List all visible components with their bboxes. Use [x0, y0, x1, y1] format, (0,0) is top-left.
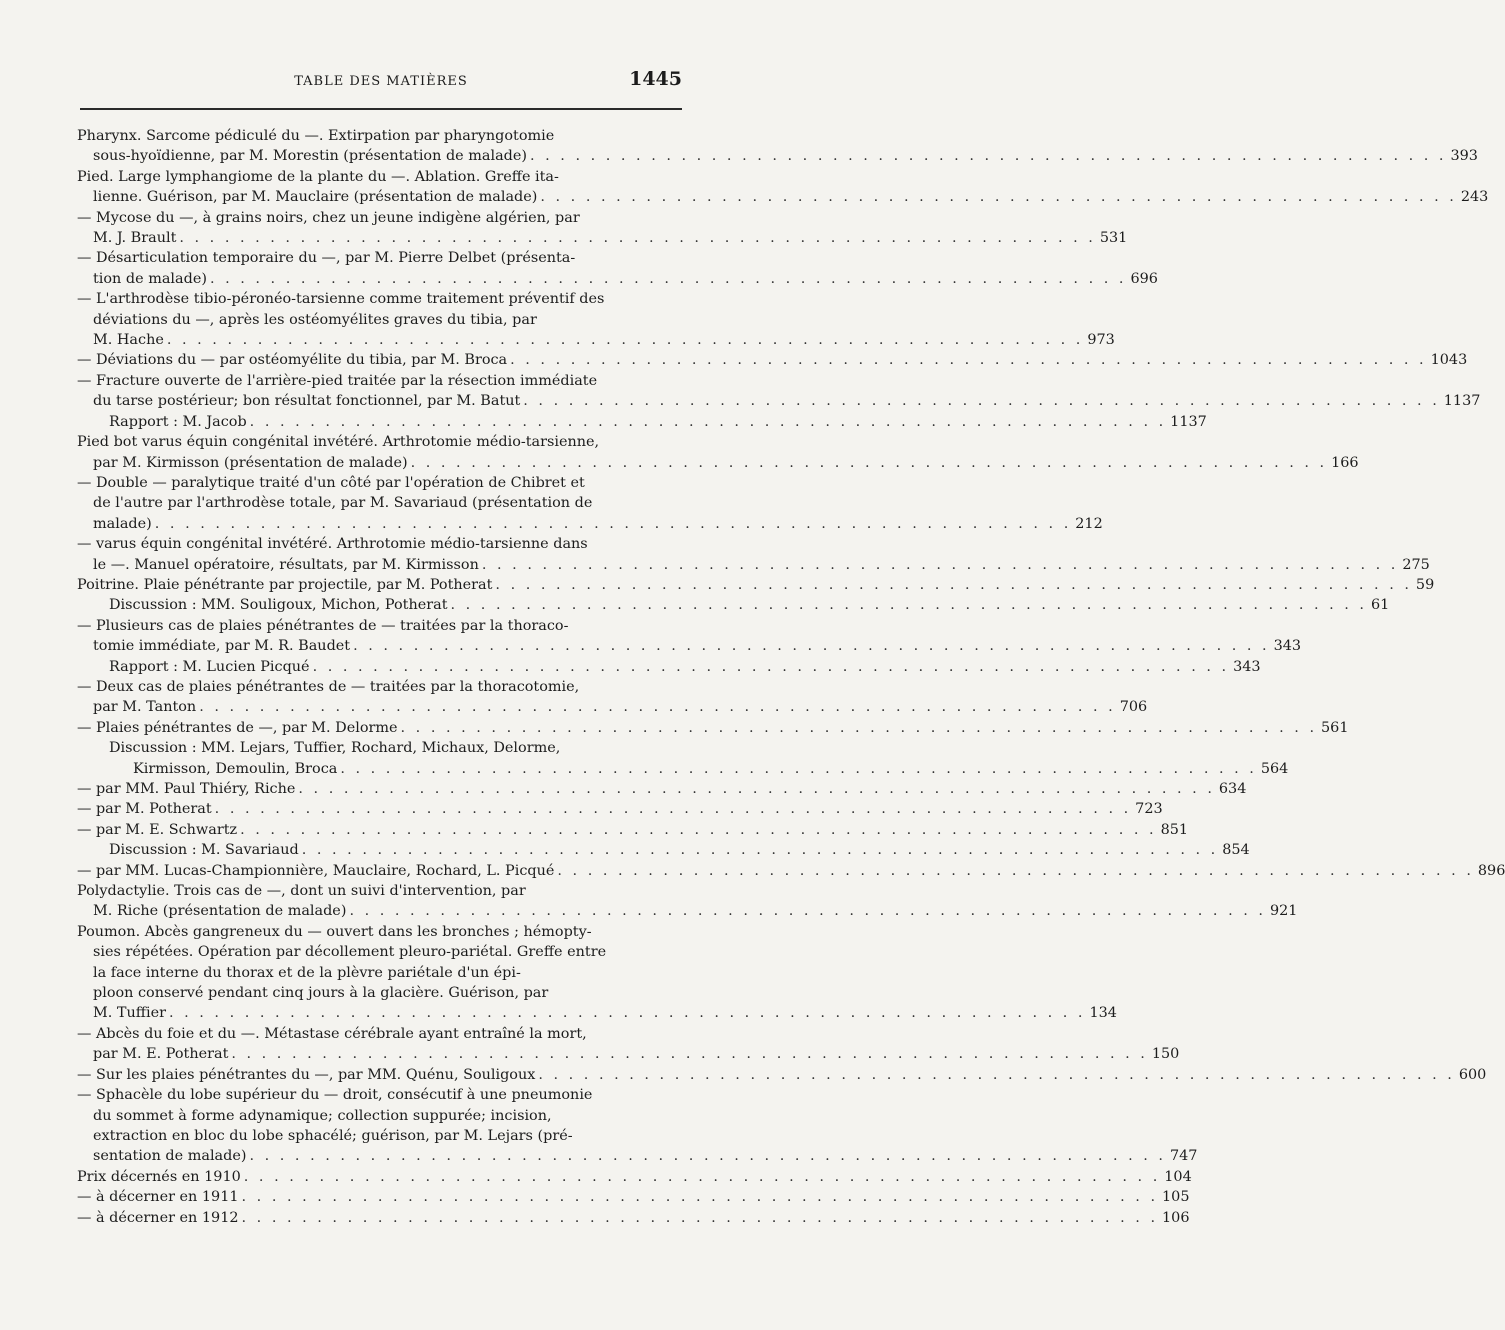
index-entry: [77, 779, 1247, 799]
entry-line: par M. Tanton: [93, 699, 197, 716]
entry-line: Kirmisson, Demoulin, Broca: [133, 760, 338, 777]
entry-line: Pied. Large lymphangiome de la plante du —. Ablation. Greffe ita-: [77, 168, 559, 185]
entry-line: du tarse postérieur; bon résultat fonctionnel, par M. Batut: [93, 393, 521, 410]
page-ref: 706: [1119, 699, 1148, 716]
index-entry: [77, 289, 1115, 350]
entry-line: sies répétées. Opération par décollement pleuro-pariétal. Greffe entre: [93, 944, 607, 961]
page-ref: 896: [1477, 862, 1505, 879]
leader-dots: . . . . . . . . . . . . . . . . . . . . . . . . . . . . . . . . . . . . . . . . . . . . . . . . . . . . . . . . . . . . .: [353, 638, 1270, 655]
entry-line: M. J. Brault: [93, 230, 177, 247]
page-ref: 1043: [1430, 352, 1468, 369]
leader-dots: . . . . . . . . . . . . . . . . . . . . . . . . . . . . . . . . . . . . . . . . . . . . . . . . . . . . . . . . . . . . .: [557, 862, 1474, 879]
entry-line: — Désarticulation temporaire du —, par M. Pierre Delbet (présenta-: [77, 250, 576, 267]
page-ref: 166: [1331, 454, 1359, 471]
page-ref: 696: [1130, 270, 1158, 287]
entry-line: du sommet à forme adynamique; collection suppurée; incision,: [93, 1107, 552, 1124]
leader-dots: . . . . . . . . . . . . . . . . . . . . . . . . . . . . . . . . . . . . . . . . . . . . . . . . . . . . . . . . . . . . .: [349, 903, 1266, 920]
header-rule: [80, 108, 682, 110]
index-entry: [77, 126, 1478, 167]
page-ref: 531: [1099, 230, 1128, 247]
leader-dots: . . . . . . . . . . . . . . . . . . . . . . . . . . . . . . . . . . . . . . . . . . . . . . . . . . . . . . . . . . . . .: [240, 821, 1157, 838]
leader-dots: . . . . . . . . . . . . . . . . . . . . . . . . . . . . . . . . . . . . . . . . . . . . . . . . . . . . . . . . . . . . .: [530, 148, 1447, 165]
entry-line: — Sphacèle du lobe supérieur du — droit, consécutif à une pneumonie: [77, 1087, 593, 1104]
index-entry: [77, 840, 1250, 860]
page-ref: 1137: [1443, 393, 1481, 410]
entry-line: Pied bot varus équin congénital invétéré. Arthrotomie médio-tarsienne,: [77, 434, 600, 451]
index-entry: [77, 473, 1103, 534]
index-entry: [77, 1167, 1192, 1187]
page-ref: 854: [1222, 842, 1250, 859]
page-ref: 243: [1460, 189, 1489, 206]
leader-dots: . . . . . . . . . . . . . . . . . . . . . . . . . . . . . . . . . . . . . . . . . . . . . . . . . . . . . . . . . . . . .: [166, 332, 1084, 349]
leader-dots: . . . . . . . . . . . . . . . . . . . . . . . . . . . . . . . . . . . . . . . . . . . . . . . . . . . . . . . . . . . . .: [249, 413, 1167, 430]
leader-dots: . . . . . . . . . . . . . . . . . . . . . . . . . . . . . . . . . . . . . . . . . . . . . . . . . . . . . . . . . . . . .: [495, 576, 1412, 593]
index-entry: [77, 1187, 1190, 1207]
entry-line: — par M. E. Schwartz: [77, 821, 238, 838]
entry-line: Rapport : M. Lucien Picqué: [109, 658, 310, 675]
entry-line: — à décerner en 1912: [77, 1209, 239, 1226]
page-ref: 343: [1233, 658, 1261, 675]
leader-dots: . . . . . . . . . . . . . . . . . . . . . . . . . . . . . . . . . . . . . . . . . . . . . . . . . . . . . . . . . . . . .: [410, 454, 1328, 471]
leader-dots: . . . . . . . . . . . . . . . . . . . . . . . . . . . . . . . . . . . . . . . . . . . . . . . . . . . . . . . . . . . . .: [400, 719, 1318, 736]
index-entry: [77, 718, 1349, 738]
entry-line: sentation de malade): [93, 1148, 247, 1165]
entry-line: — par M. Potherat: [77, 801, 212, 818]
leader-dots: . . . . . . . . . . . . . . . . . . . . . . . . . . . . . . . . . . . . . . . . . . . . . . . . . . . . . . . . . . . . .: [301, 842, 1219, 859]
leader-dots: . . . . . . . . . . . . . . . . . . . . . . . . . . . . . . . . . . . . . . . . . . . . . . . . . . . . . . . . . . . . .: [540, 189, 1457, 206]
page-ref: 561: [1321, 719, 1349, 736]
leader-dots: . . . . . . . . . . . . . . . . . . . . . . . . . . . . . . . . . . . . . . . . . . . . . . . . . . . . . . . . . . . . .: [523, 393, 1440, 410]
leader-dots: . . . . . . . . . . . . . . . . . . . . . . . . . . . . . . . . . . . . . . . . . . . . . . . . . . . . . . . . . . . . .: [538, 1066, 1455, 1083]
entry-line: Rapport : M. Jacob: [109, 413, 247, 430]
leader-dots: . . . . . . . . . . . . . . . . . . . . . . . . . . . . . . . . . . . . . . . . . . . . . . . . . . . . . . . . . . . . .: [340, 760, 1257, 777]
entry-line: — Double — paralytique traité d'un côté par l'opération de Chibret et: [77, 474, 585, 491]
index-entry: [77, 1085, 1198, 1167]
entry-line: — Déviations du — par ostéomyélite du tibia, par M. Broca: [77, 352, 508, 369]
entry-line: — par MM. Paul Thiéry, Riche: [77, 781, 296, 797]
page-ref: 747: [1169, 1148, 1198, 1165]
entry-line: — par MM. Lucas-Championnière, Mauclaire, Rochard, L. Picqué: [77, 862, 555, 879]
entry-line: déviations du —, après les ostéomyélites graves du tibia, par: [93, 311, 537, 328]
page-ref: 1137: [1170, 413, 1207, 430]
entry-line: le —. Manuel opératoire, résultats, par M. Kirmisson: [93, 556, 479, 573]
entry-line: — Mycose du —, à grains noirs, chez un jeune indigène algérien, par: [77, 209, 580, 226]
page-ref: 600: [1458, 1066, 1487, 1083]
page-ref: 723: [1135, 801, 1163, 818]
page-ref: 212: [1075, 515, 1103, 532]
index-entry: [77, 1065, 1487, 1085]
page-ref: 634: [1218, 781, 1247, 797]
page-ref: 134: [1089, 1005, 1117, 1022]
entry-line: Poitrine. Plaie pénétrante par projectile, par M. Potherat: [77, 576, 493, 593]
entry-line: — Fracture ouverte de l'arrière-pied traitée par la résection immédiate: [77, 372, 598, 389]
index-entry: [77, 881, 1298, 922]
leader-dots: . . . . . . . . . . . . . . . . . . . . . . . . . . . . . . . . . . . . . . . . . . . . . . . . . . . . . . . . . . . . .: [179, 230, 1096, 247]
page-ref: 343: [1273, 638, 1302, 655]
index-entry: [77, 534, 1430, 575]
entry-line: malade): [93, 515, 152, 532]
leader-dots: . . . . . . . . . . . . . . . . . . . . . . . . . . . . . . . . . . . . . . . . . . . . . . . . . . . . . . . . . . . . .: [231, 1046, 1148, 1063]
page-ref: 851: [1160, 821, 1189, 838]
entry-line: M. Riche (présentation de malade): [93, 903, 347, 920]
leader-dots: . . . . . . . . . . . . . . . . . . . . . . . . . . . . . . . . . . . . . . . . . . . . . . . . . . . . . . . . . . . . .: [243, 1168, 1161, 1185]
index-entry: [77, 350, 1468, 370]
page-ref: 61: [1371, 597, 1390, 614]
page-ref: 393: [1450, 148, 1478, 165]
page-header: [80, 68, 682, 96]
index-entry: [77, 738, 1289, 779]
entry-line: par M. Kirmisson (présentation de malade): [93, 454, 408, 471]
entry-line: — varus équin congénital invétéré. Arthrotomie médio-tarsienne dans: [77, 536, 588, 553]
entry-line: par M. E. Potherat: [93, 1046, 229, 1063]
entry-line: sous-hyoïdienne, par M. Morestin (présentation de malade): [93, 148, 527, 165]
index-entry: [77, 1208, 1190, 1228]
page-ref: 104: [1164, 1168, 1192, 1185]
index-entry: [77, 432, 1359, 473]
leader-dots: . . . . . . . . . . . . . . . . . . . . . . . . . . . . . . . . . . . . . . . . . . . . . . . . . . . . . . . . . . . . .: [241, 1189, 1159, 1206]
index-entries: [77, 126, 1505, 1228]
entry-line: de l'autre par l'arthrodèse totale, par M. Savariaud (présentation de: [93, 495, 593, 512]
entry-line: Discussion : M. Savariaud: [109, 842, 299, 859]
index-entry: [77, 575, 1435, 595]
index-entry: [77, 595, 1390, 615]
index-entry: [77, 208, 1128, 249]
entry-line: — Abcès du foie et du —. Métastase cérébrale ayant entraîné la mort,: [77, 1025, 587, 1042]
index-entry: [77, 167, 1489, 208]
index-entry: [77, 861, 1505, 881]
entry-line: — L'arthrodèse tibio-péronéo-tarsienne comme traitement préventif des: [77, 291, 605, 308]
entry-line: — Sur les plaies pénétrantes du —, par MM. Quénu, Souligoux: [77, 1066, 536, 1083]
entry-line: Polydactylie. Trois cas de —, dont un suivi d'intervention, par: [77, 883, 526, 900]
page-ref: 150: [1151, 1046, 1180, 1063]
index-entry: [77, 677, 1148, 718]
page-ref: 59: [1415, 576, 1435, 593]
running-title: TABLE DES MATIÈRES: [294, 74, 468, 89]
entry-line: M. Hache: [93, 332, 164, 349]
page-number: 1445: [629, 68, 682, 90]
page-ref: 564: [1260, 760, 1289, 777]
entry-line: tomie immédiate, par M. R. Baudet: [93, 638, 351, 655]
entry-line: la face interne du thorax et de la plèvre pariétale d'un épi-: [93, 964, 521, 981]
entry-line: Discussion : MM. Souligoux, Michon, Potherat: [109, 597, 448, 614]
index-entry: [77, 799, 1163, 819]
index-entry: [77, 657, 1261, 677]
entry-line: Discussion : MM. Lejars, Tuffier, Rochard, Michaux, Delorme,: [109, 740, 561, 757]
entry-line: M. Tuffier: [93, 1005, 166, 1022]
leader-dots: . . . . . . . . . . . . . . . . . . . . . . . . . . . . . . . . . . . . . . . . . . . . . . . . . . . . . . . . . . . . .: [214, 801, 1132, 818]
index-entry: [77, 412, 1207, 432]
entry-line: Poumon. Abcès gangreneux du — ouvert dans les bronches ; hémopty-: [77, 923, 592, 940]
leader-dots: . . . . . . . . . . . . . . . . . . . . . . . . . . . . . . . . . . . . . . . . . . . . . . . . . . . . . . . . . . . . .: [249, 1148, 1166, 1165]
page-ref: 275: [1402, 556, 1430, 573]
index-entry: [77, 1024, 1180, 1065]
leader-dots: . . . . . . . . . . . . . . . . . . . . . . . . . . . . . . . . . . . . . . . . . . . . . . . . . . . . . . . . . . . . .: [154, 515, 1072, 532]
leader-dots: . . . . . . . . . . . . . . . . . . . . . . . . . . . . . . . . . . . . . . . . . . . . . . . . . . . . . . . . . . . . .: [450, 597, 1367, 614]
leader-dots: . . . . . . . . . . . . . . . . . . . . . . . . . . . . . . . . . . . . . . . . . . . . . . . . . . . . . . . . . . . . .: [312, 658, 1230, 675]
leader-dots: . . . . . . . . . . . . . . . . . . . . . . . . . . . . . . . . . . . . . . . . . . . . . . . . . . . . . . . . . . . . .: [209, 270, 1127, 287]
index-entry: [77, 248, 1158, 289]
entry-line: extraction en bloc du lobe sphacélé; guérison, par M. Lejars (pré-: [93, 1127, 573, 1144]
leader-dots: . . . . . . . . . . . . . . . . . . . . . . . . . . . . . . . . . . . . . . . . . . . . . . . . . . . . . . . . . . . . .: [481, 556, 1399, 573]
entry-line: — Plaies pénétrantes de —, par M. Delorme: [77, 719, 398, 736]
index-entry: [77, 371, 1481, 412]
index-entry: [77, 922, 1117, 1024]
entry-line: — Plusieurs cas de plaies pénétrantes de — traitées par la thoraco-: [77, 617, 569, 634]
entry-line: Pharynx. Sarcome pédiculé du —. Extirpation par pharyngotomie: [77, 128, 555, 144]
leader-dots: . . . . . . . . . . . . . . . . . . . . . . . . . . . . . . . . . . . . . . . . . . . . . . . . . . . . . . . . . . . . .: [510, 352, 1427, 369]
page-ref: 106: [1162, 1209, 1190, 1226]
index-entry: [77, 820, 1189, 840]
leader-dots: . . . . . . . . . . . . . . . . . . . . . . . . . . . . . . . . . . . . . . . . . . . . . . . . . . . . . . . . . . . . .: [298, 781, 1215, 797]
page-ref: 973: [1087, 332, 1115, 349]
page-ref: 921: [1269, 903, 1298, 920]
entry-line: lienne. Guérison, par M. Mauclaire (présentation de malade): [93, 189, 538, 206]
leader-dots: . . . . . . . . . . . . . . . . . . . . . . . . . . . . . . . . . . . . . . . . . . . . . . . . . . . . . . . . . . . . .: [199, 699, 1116, 716]
entry-line: tion de malade): [93, 270, 207, 287]
page-ref: 105: [1162, 1189, 1190, 1206]
leader-dots: . . . . . . . . . . . . . . . . . . . . . . . . . . . . . . . . . . . . . . . . . . . . . . . . . . . . . . . . . . . . .: [241, 1209, 1159, 1226]
index-entry: [77, 616, 1302, 657]
entry-line: — Deux cas de plaies pénétrantes de — traitées par la thoracotomie,: [77, 678, 580, 695]
leader-dots: . . . . . . . . . . . . . . . . . . . . . . . . . . . . . . . . . . . . . . . . . . . . . . . . . . . . . . . . . . . . .: [168, 1005, 1086, 1022]
entry-line: ploon conservé pendant cinq jours à la glacière. Guérison, par: [93, 985, 549, 1002]
entry-line: — à décerner en 1911: [77, 1189, 239, 1206]
entry-line: Prix décernés en 1910: [77, 1168, 241, 1185]
